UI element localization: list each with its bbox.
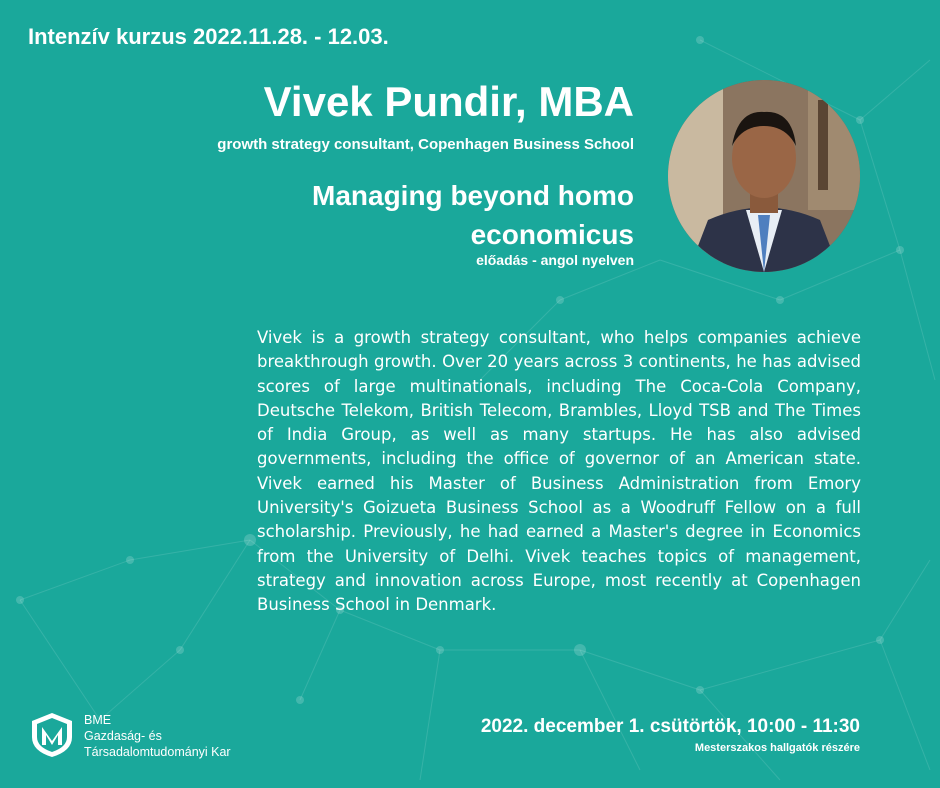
org-line-2: Gazdaság- és xyxy=(84,729,162,743)
event-date: 2022. december 1. csütörtök, 10:00 - 11:30 xyxy=(480,716,860,737)
audience-note: Mesterszakos hallgatók részére xyxy=(694,742,860,754)
speaker-photo xyxy=(668,80,860,272)
speaker-affiliation: growth strategy consultant, Copenhagen Business School xyxy=(217,136,634,153)
speaker-bio: Vivek is a growth strategy consultant, who helps companies achieve breakthrough growth. Over 20 years across 3 continents, he has advised scores of large multinationals, including The Coca-Cola Company, Deutsche Telekom, British Telecom, Brambles, Lloyd TSB and The Times of India Group, as well as many startups. He has also advised governments, including the office of governor of an American state. Vivek earned his Master of Business Administration from Emory University's Goizueta Business School as a Woodruff Fellow on a full scholarship. Previously, he had earned a Master's degree in Economics from the University of Delhi. Vivek teaches topics of management, strategy and innovation across Europe, most recently at Copenhagen Business School in Denmark. xyxy=(257,328,861,615)
course-dates: Intenzív kurzus 2022.11.28. - 12.03. xyxy=(28,24,389,49)
talk-type: előadás - angol nyelven xyxy=(476,252,634,268)
org-line-1: BME xyxy=(84,713,112,727)
bme-logo-icon xyxy=(30,711,74,759)
organization-name xyxy=(84,712,231,760)
speaker-name: Vivek Pundir, MBA xyxy=(263,78,634,125)
talk-title: Managing beyond homo economicus xyxy=(312,180,634,250)
org-line-3: Társadalomtudományi Kar xyxy=(84,745,231,759)
